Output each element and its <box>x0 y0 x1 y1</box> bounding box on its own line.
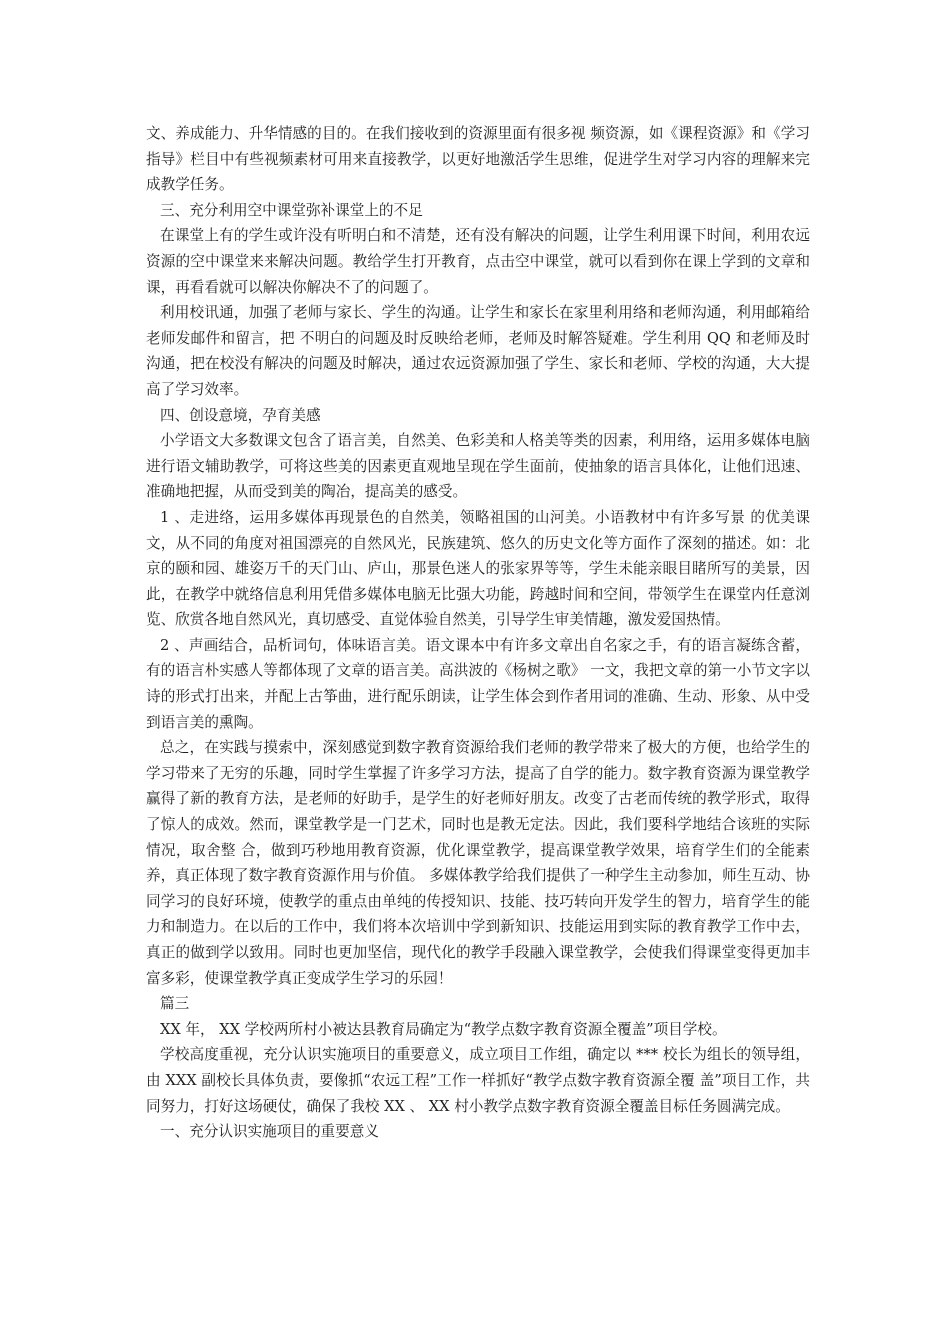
paragraph: 2 、声画结合，品析词句，体味语言美。语文课本中有许多文章出自名家之手，有的语言凝练含蓄，有的语言朴实感人等都体现了文章的语言美。高洪波的《杨树之歌》 一文，我把文章的第一小节文字以诗的形式打出来，并配上古筝曲，进行配乐朗读，让学生体会到作者用词的准确、生动、形象、从中受到语言美的熏陶。 <box>146 636 810 731</box>
paragraph: 总之，在实践与摸索中，深刻感觉到数字教育资源给我们老师的教学带来了极大的方便，也给学生的学习带来了无穷的乐趣，同时学生掌握了许多学习方法，提高了自学的能力。数字教育资源为课堂教学赢得了新的教育方法，是老师的好助手，是学生的好老师好朋友。改变了古老而传统的教学形式，取得了惊人的成效。然而，课堂教学是一门艺术，同时也是教无定法。因此，我们要科学地结合该班的实际情况，取舍整 合，做到巧秒地用教育资源，优化课堂教学，提高课堂教学效果，培育学生们的全能素养，真正体现了数字教育资源作用与价值。 多媒体教学给我们提供了一种学生主动参加，师生互动、协同学习的良好环境，使教学的重点由单纯的传授知识、技能、技巧转向开发学生的智力，培育学生的能力和制造力。在以后的工作中，我们将本次培训中学到新知识、技能运用到实际的教育教学工作中去，真正的做到学以致用。同时也更加坚信，现代化的教学手段融入课堂教学，会使我们得课堂变得更加丰富多彩，使课堂教学真正变成学生学习的乐园！ <box>146 739 810 987</box>
paragraph: 在课堂上有的学生或许没有听明白和不清楚，还有没有解决的问题，让学生利用课下时间，利用农远资源的空中课堂来来解决问题。教给学生打开教育，点击空中课堂，就可以看到你在课上学到的文章和课，再看看就可以解决你解决不了的问题了。 <box>146 227 810 296</box>
paragraph: 1 、走进络，运用多媒体再现景色的自然美，领略祖国的山河美。小语教材中有许多写景 的优美课文，从不同的角度对祖国漂亮的自然风光，民族建筑、悠久的历史文化等方面作了深刻的描述。如：北京的颐和园、雄姿万千的天门山、庐山，那景色迷人的张家界等等，学生未能亲眼目睹所写的美景，因此，在教学中就络信息利用凭借多媒体电脑无比强大功能，跨越时间和空间，带领学生在课堂内任意浏览、欣赏各地自然风光，真切感受、直觉体验自然美，引导学生审美情趣，激发爱国热情。 <box>146 508 810 629</box>
paragraph: 小学语文大多数课文包含了语言美，自然美、色彩美和人格美等类的因素，利用络，运用多媒体电脑进行语文辅助教学，可将这些美的因素更直观地呈现在学生面前，使抽象的语言具体化，让他们迅速、准确地把握，从而受到美的陶冶，提高美的感受。 <box>146 432 810 501</box>
paragraph: 利用校讯通，加强了老师与家长、学生的沟通。让学生和家长在家里利用络和老师沟通，利用邮箱给老师发邮件和留言，把 不明白的问题及时反映给老师，老师及时解答疑难。学生利用 QQ 和老师及时沟通，把在校没有解决的问题及时解决，通过农远资源加强了学生、家长和老师、学校的沟通，大大提高了学习效率。 <box>146 304 810 398</box>
section-heading: 四、创设意境，孕育美感 <box>160 406 321 424</box>
chapter-heading: 篇三 <box>160 995 190 1013</box>
section-heading: 三、充分利用空中课堂弥补课堂上的不足 <box>160 201 423 219</box>
paragraph: 学校高度重视，充分认识实施项目的重要意义，成立项目工作组，确定以 *** 校长为组长的领导组，由 XXX 副校长具体负责，要像抓“农远工程”工作一样抓好“教学点数字教育资源全覆 盖”项目工作，共同努力，打好这场硬仗，确保了我校 XX 、 XX 村小教学点数字教育资源全覆盖目标任务圆满完成。 <box>146 1046 810 1115</box>
section-heading: 一、充分认识实施项目的重要意义 <box>160 1123 379 1141</box>
paragraph: XX 年， XX 学校两所村小被达县教育局确定为“教学点数字教育资源全覆盖”项目学校。 <box>160 1020 727 1038</box>
paragraph: 文、养成能力、升华情感的目的。在我们接收到的资源里面有很多视 频资源，如《课程资源》和《学习指导》栏目中有些视频素材可用来直接教学，以更好地激活学生思维，促进学生对学习内容的理解来完成教学任务。 <box>146 125 810 194</box>
document-body <box>146 121 810 1145</box>
